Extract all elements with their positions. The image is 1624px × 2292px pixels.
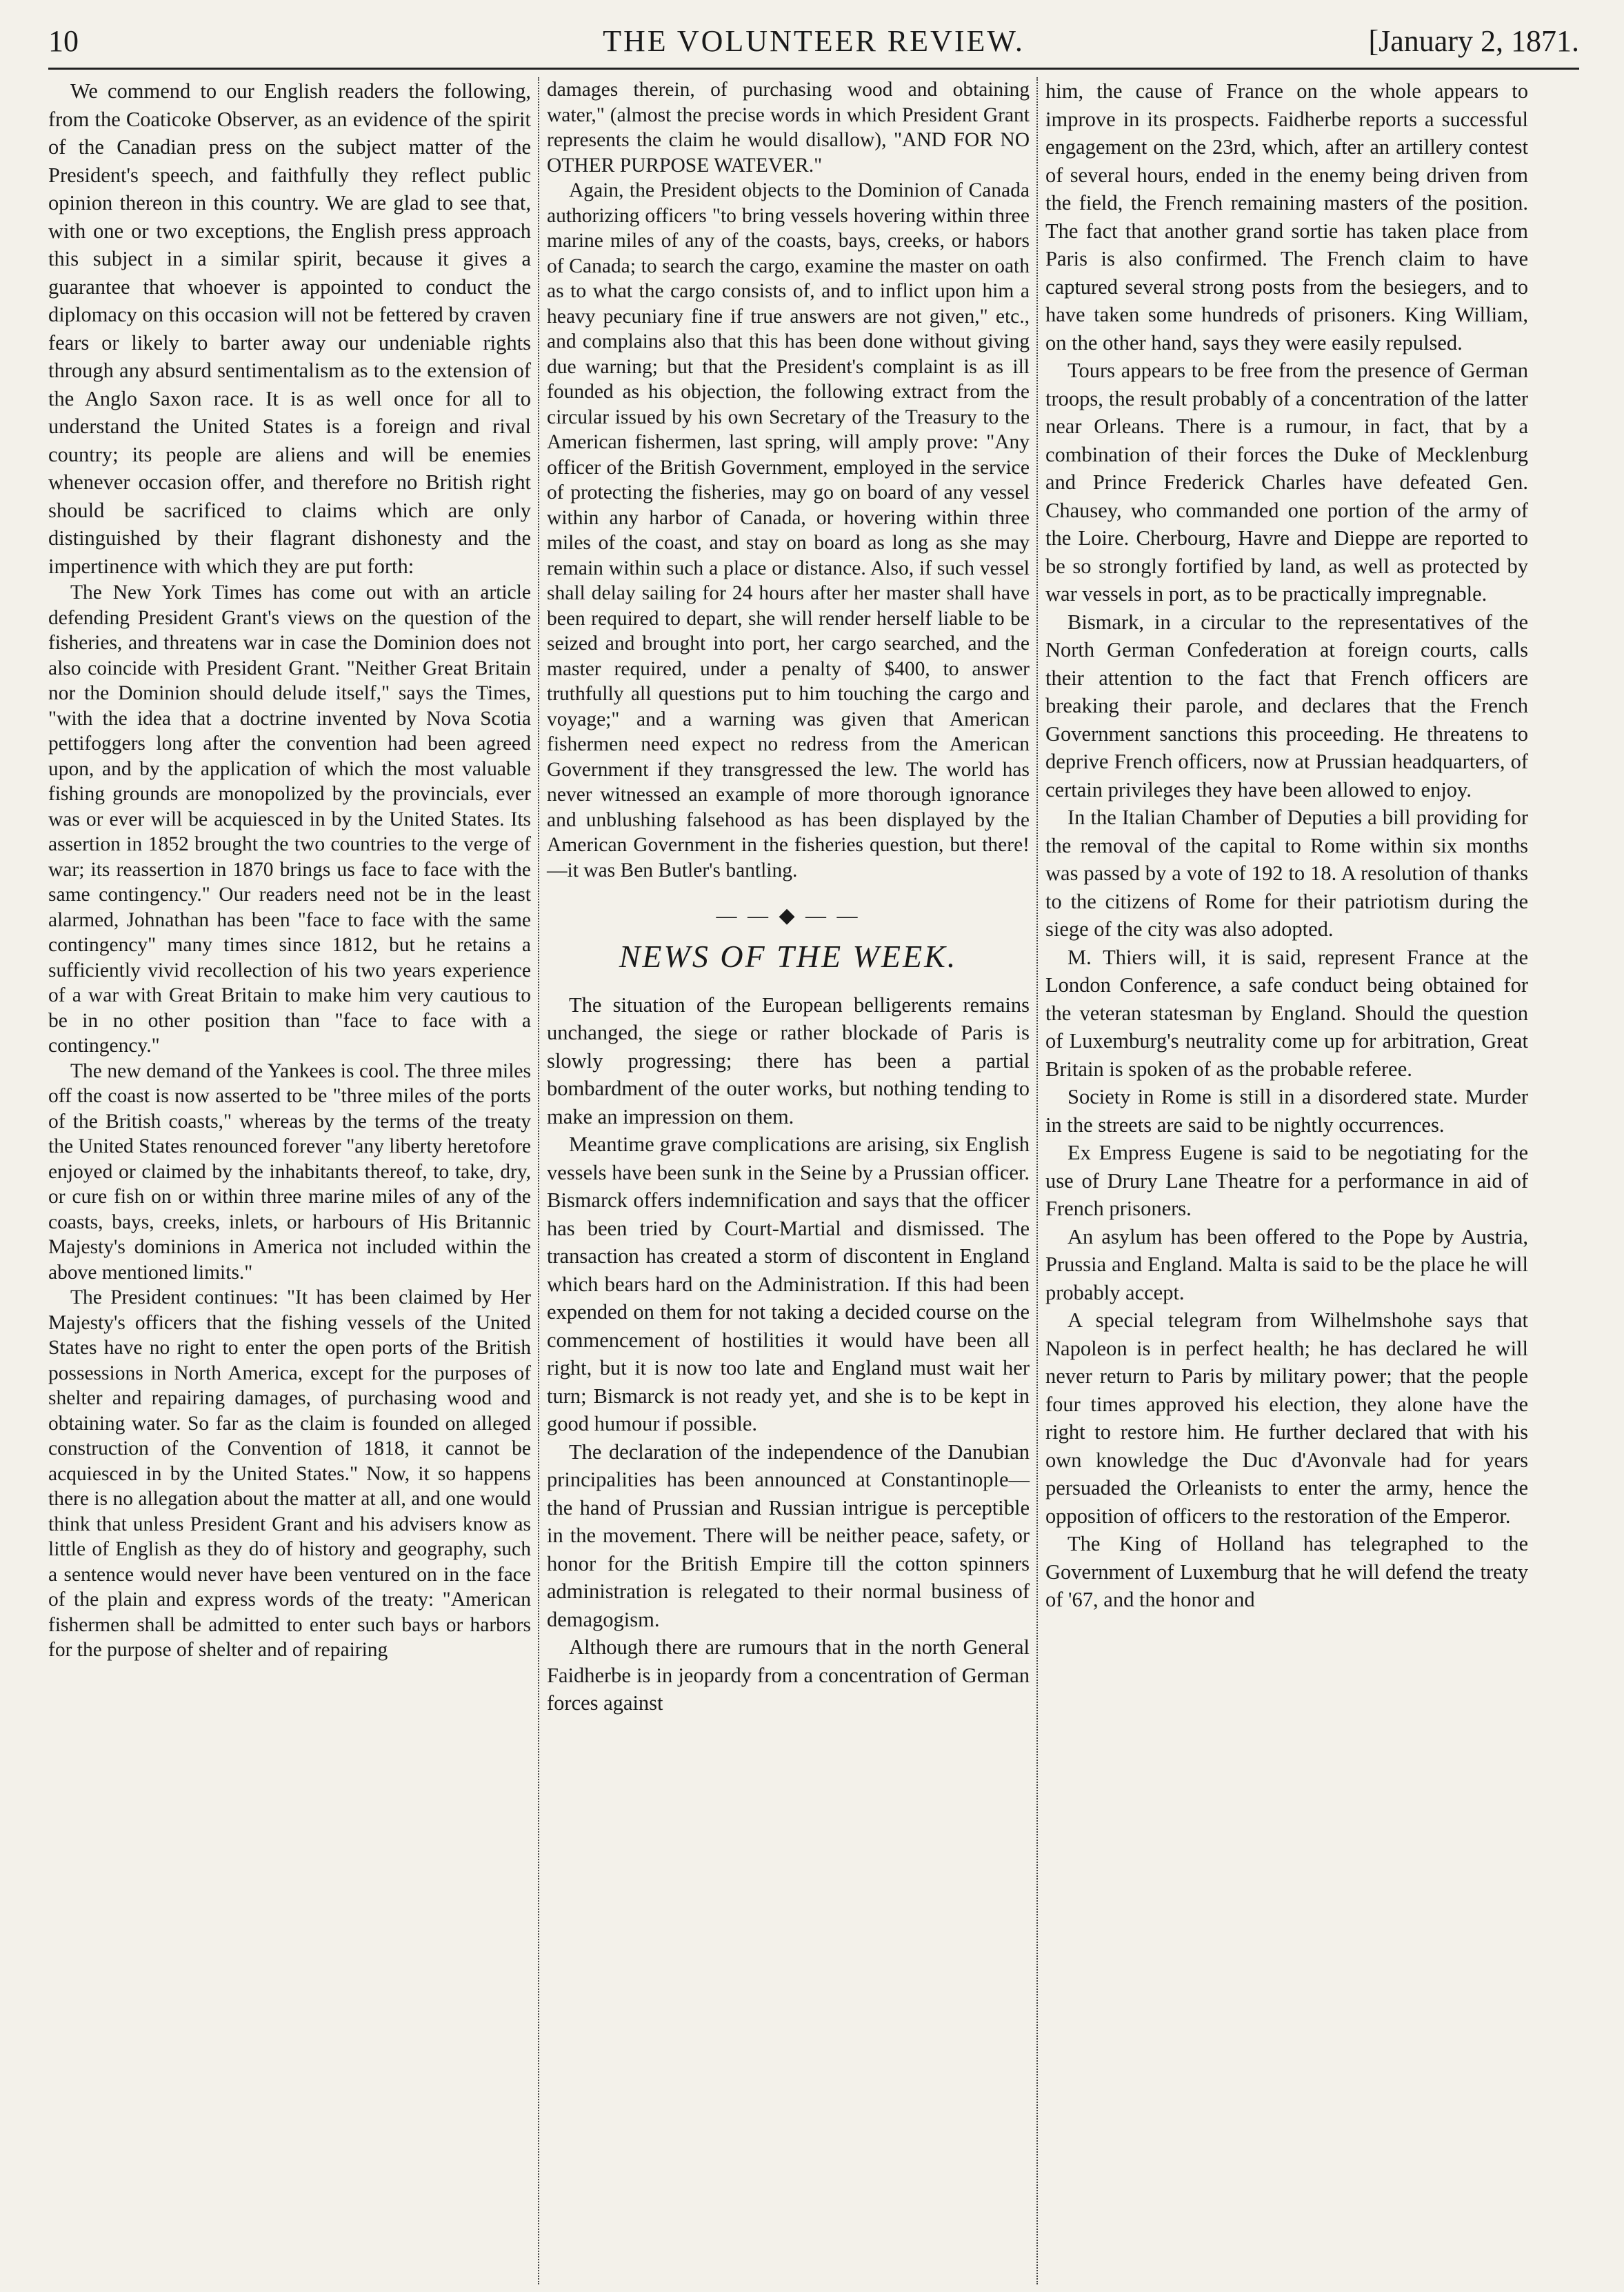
paragraph: The President continues: "It has been claimed by Her Majesty's officers that the fishing vessels of the United States have no right to enter the open ports of the British possessions in North America, except for the purposes of shelter and repairing damages, of purchasing wood and obtaining water. So far as the claim is founded on alleged construction of the Convention of 1818, it cannot be acquiesced in by the United States." Now, it so happens there is no allegation about the matter at all, and one would think that unless President Grant and his advisers know as little of English as they do of history and geography, such a sentence would never have been ventured on in the face of the plain and express words of the treaty: "American fishermen shall be admitted to enter such bays or harbors for the purpose of shelter and of repairing [48, 1286, 531, 1661]
paragraph: Meantime grave complications are arising, six English vessels have been sunk in the Seine by a Prussian officer. Bismarck offers indemnification and says that the officer has been tried by Court-Martial and dismissed. The transaction has created a storm of discontent in England which bears hard on the Administration. If this had been expended on them for not taking a decided course on the commencement of hostilities it would have been all right, but it is now too late and England must wait her turn; Bismarck is not ready yet, and she is to be kept in good humour if possible. [547, 1133, 1030, 1435]
masthead [48, 21, 1579, 62]
paragraph: A special telegram from Wilhelmshohe says that Napoleon is in perfect health; he has declared he will never return to Paris by military power; that the people four times approved his election, they alone have the right to restore him. He further declared that with his own knowledge the Duc d'Avonvale had for years persuaded the Orleanists to enter the army, hence the opposition of officers to the restoration of the Emperor. [1045, 1308, 1528, 1528]
column-2 [547, 77, 1030, 1717]
paragraph: Ex Empress Eugene is said to be negotiating for the use of Drury Lane Theatre for a performance in aid of French prisoners. [1045, 1141, 1528, 1220]
column-divider-2 [1036, 77, 1038, 2284]
issue-date: [January 2, 1871. [1368, 24, 1579, 58]
column-1 [48, 77, 531, 1663]
paragraph: The New York Times has come out with an article defending President Grant's views on the question of the fisheries, and threatens war in case the Dominion does not also coincide with President Grant. "Neither Great Britain nor the Dominion should delude itself," says the Times, "with the idea that a doctrine invented by Nova Scotia pettifoggers long after the convention had been agreed upon, and by the application of which the most valuable fishing grounds are monopolized by the provincials, ever was or ever will be acquiesced in by the United States. Its assertion in 1852 brought the two countries to the verge of war; its reassertion in 1870 brings us face to face with the same contingency." Our readers need not be in the least alarmed, Johnathan has been "face to face with the same contingency" many times since 1812, but he retains a sufficiently vivid recollection of his two years experience of a war with Great Britain to make him very cautious to be in no other position than "face to face with a contingency." [48, 581, 531, 1057]
paragraph: Society in Rome is still in a disordered state. Murder in the streets are said to be nightly occurrences. [1045, 1085, 1528, 1137]
paragraph: The situation of the European belligerents remains unchanged, the siege or rather blockade of Paris is slowly progressing; there has been a partial bombardment of the outer works, but nothing tending to make an impression on them. [547, 993, 1030, 1128]
paragraph: In the Italian Chamber of Deputies a bill providing for the removal of the capital to Rome within six months was passed by a vote of 192 to 18. A resolution of thanks to the citizens of Rome for their patriotism during the siege of the city was also adopted. [1045, 806, 1528, 941]
paragraph: The King of Holland has telegraphed to the Government of Luxemburg that he will defend the treaty of '67, and the honor and [1045, 1532, 1528, 1611]
paragraph: Bismark, in a circular to the representatives of the North German Confederation at foreign courts, calls their attention to the fact that French officers are breaking their parole, and declares that the French Government sanctions this proceeding. He threatens to deprive French officers, now at Prussian headquarters, of certain privileges they have been allowed to enjoy. [1045, 610, 1528, 801]
section-heading: NEWS OF THE WEEK. [619, 938, 958, 974]
paragraph: We commend to our English readers the following, from the Coaticoke Observer, as an evidence of the spirit of the Canadian press on the subject matter of the President's speech, and faithfully they reflect public opinion thereon in this country. We are glad to see that, with one or two exceptions, the English press approach this subject in a similar spirit, because it gives a guarantee that whoever is appointed to conduct the diplomacy on this occasion will not be fettered by craven fears or likely to barter away our undeniable rights through any absurd sentimentalism as to the extension of the Anglo Saxon race. It is as well once for all to understand the United States is a foreign and rival country; its people are aliens and will be enemies whenever occasion offer, and therefore no British right should be sacrificed to claims which are only distinguished by their flagrant dishonesty and the impertinence with which they are put forth: [48, 79, 531, 578]
paragraph: him, the cause of France on the whole appears to improve in its prospects. Faidherbe reports a successful engagement on the 23rd, which, after an artillery contest of several hours, ended in the enemy being driven from the field, the French remaining masters of the position. The fact that another grand sortie has taken place from Paris is also confirmed. The French claim to have captured several strong posts from the besiegers, and to have taken some hundreds of prisoners. King William, on the other hand, says they were easily repulsed. [1045, 79, 1528, 355]
paragraph: An asylum has been offered to the Pope by Austria, Prussia and England. Malta is said to be the place he will probably accept. [1045, 1224, 1528, 1304]
page-number: 10 [48, 24, 79, 58]
newspaper-title: THE VOLUNTEER REVIEW. [603, 24, 1025, 58]
section-ornament: — — ◆ — — [716, 904, 861, 927]
column-divider-1 [538, 77, 539, 2284]
header-rule [48, 68, 1579, 70]
paragraph: The new demand of the Yankees is cool. The three miles off the coast is now asserted to be "three miles of the ports of the British coasts," whereas by the terms of the treaty the United States renounced forever "any liberty heretofore enjoyed or claimed by the inhabitants thereof, to take, dry, or cure fish on or within three marine miles of any of the coasts, bays, creeks, inlets, or harbours of His Britannic Majesty's dominions in America not included within the above mentioned limits." [48, 1059, 531, 1284]
paragraph: The declaration of the independence of the Danubian principalities has been announced at Constantinople—the hand of Prussian and Russian intrigue is perceptible in the movement. There will be neither peace, safety, or honor for the British Empire till the cotton spinners administration is relegated to their normal business of demagogism. [547, 1439, 1030, 1631]
paragraph: Again, the President objects to the Dominion of Canada authorizing officers "to bring vessels hovering within three marine miles of any of the coasts, bays, creeks, or habors of Canada; to search the cargo, examine the master on oath as to what the cargo consists of, and to inflict upon him a heavy pecuniary fine if true answers are not given," etc., and complains also that this has been done without giving due warning; but that the President's complaint is as ill founded as his objection, the following extract from the circular issued by his own Secretary of the Treasury to the American fishermen, last spring, will amply prove: "Any officer of the British Government, employed in the service of protecting the fisheries, may go on board of any vessel within any harbor of Canada, or hovering within three miles of the coast, and stay on board as long as she may remain within such a place or distance. Also, if such vessel shall delay sailing for 24 hours after her master shall have been required to depart, she will render herself liable to be seized and brought into port, her cargo searched, and the master required, under a penalty of $400, to answer truthfully all questions put to him touching the cargo and voyage;" and a warning was given that American fishermen need expect no redress from the American Government if they transgressed the lew. The world has never witnessed an example of more thorough ignorance and unblushing falsehood as has been displayed by the American Government in the fisheries question, but there!—it was Ben Butler's bantling. [547, 179, 1030, 881]
paragraph: Although there are rumours that in the north General Faidherbe is in jeopardy from a concentration of German forces against [547, 1635, 1030, 1715]
column-3 [1045, 77, 1528, 1614]
paragraph: M. Thiers will, it is said, represent France at the London Conference, a safe conduct being obtained for the veteran statesman by England. Should the question of Luxemburg's neutrality come up for arbitration, Great Britain is spoken of as the probable referee. [1045, 945, 1528, 1081]
paragraph: damages therein, of purchasing wood and obtaining water," (almost the precise words in which President Grant represents the claim he would disallow), "AND FOR NO OTHER PURPOSE WATEVER." [547, 79, 1030, 177]
paragraph: Tours appears to be free from the presence of German troops, the result probably of a concentration of the latter near Orleans. There is a rumour, in fact, that by a combination of their forces the Duke of Mecklenburg and Prince Frederick Charles have defeated Gen. Chausey, who commanded one portion of the army of the Loire. Cherbourg, Havre and Dieppe are reported to be so strongly fortified by land, as well as protected by war vessels in port, as to be practically impregnable. [1045, 359, 1528, 606]
